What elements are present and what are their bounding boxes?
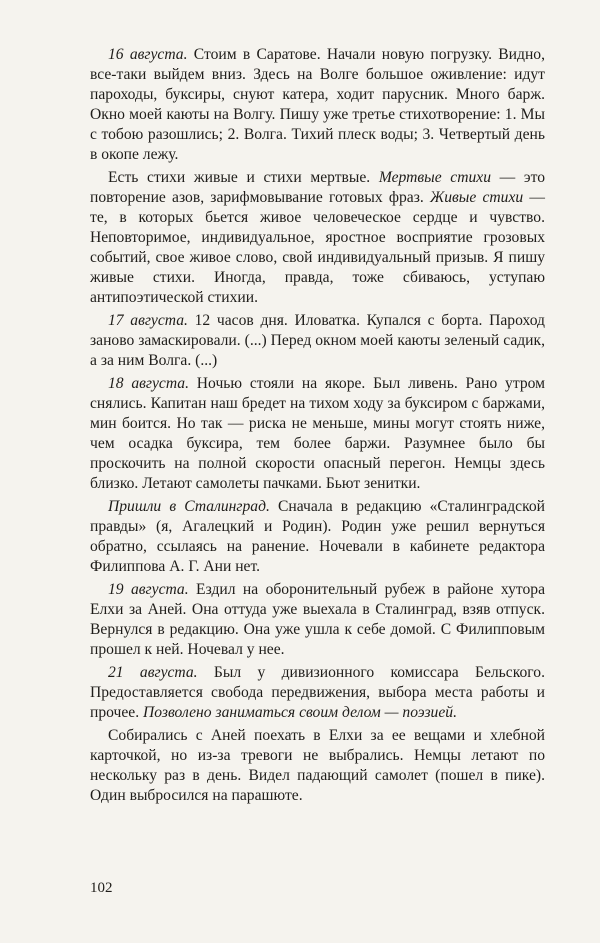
paragraph-living-verses	[90, 168, 545, 308]
entry-date: 17 августа.	[108, 312, 188, 329]
entry-aug-18	[90, 374, 545, 494]
paragraph-text: Собирались с Аней поехать в Елхи за ее вещами и хлебной карточкой, но из-за тревоги не выбрались. Немцы летают по нескольку раз в день. Видел падающий самолет (пошел в пике). Один выбросился на парашюте.	[90, 727, 545, 804]
entry-text: 12 часов дня. Иловатка. Купался с борта. Пароход заново замаскировали. (...) Перед окном моей каюты зеленый садик, а за ним Волга. (...)	[90, 312, 545, 369]
entry-text: Был у дивизионного комиссара Бельского. Предоставляется свобода передвижения, выбора места работы и прочее.	[90, 664, 545, 721]
entry-aug-21	[90, 663, 545, 723]
entry-text: Сначала в редакцию «Сталинградской правды» (я, Агалецкий и Родин). Родин уже решил вернуться обратно, ссылаясь на ранение. Ночевали в кабинете редактора Филиппова А. Г. Ани нет.	[90, 498, 545, 575]
entry-date: 21 августа.	[108, 664, 198, 681]
paragraph-text: Есть стихи живые и стихи мертвые.	[108, 169, 379, 186]
entry-date: 16 августа.	[108, 46, 188, 63]
paragraph-elkhi-trip	[90, 726, 545, 806]
entry-text: Ночью стояли на якоре. Был ливень. Рано утром снялись. Капитан наш бредет на тихом ходу за буксиром с баржами, мин боится. Но так — риска не меньше, мины могут стоять ниже, чем осадка буксира, тем более баржи. Разумнее было бы проскочить на полной скорости опасный перегон. Немцы здесь близко. Летают самолеты пачками. Бьют зенитки.	[90, 375, 545, 492]
entry-date: 19 августа.	[108, 581, 189, 598]
entry-aug-16	[90, 45, 545, 165]
paragraph-text: — те, в которых бьется живое человеческое сердце и чувство. Неповторимое, индивидуальное, яростное восприятие грозовых событий, свое живое слово, свой индивидуальный призыв. Я пишу живые стихи. Иногда, правда, тоже сбиваюсь, уступаю антипоэтической стихии.	[90, 189, 545, 306]
paragraph-text: — это повторение азов, зарифмовывание готовых фраз.	[90, 169, 546, 206]
page-number: 102	[90, 880, 113, 896]
emphasis-living-verses: Живые стихи	[429, 189, 524, 206]
entry-aug-17	[90, 311, 545, 371]
entry-lead: Пришли в Сталинград.	[108, 498, 270, 515]
entry-date: 18 августа.	[108, 375, 190, 392]
entry-text: Ездил на оборонительный рубеж в районе хутора Елхи за Аней. Она оттуда уже выехала в Сталинград, взяв отпуск. Вернулся в редакцию. Она уже ушла к себе домой. С Филипповым прошел к ней. Ночевал у нее.	[90, 581, 545, 658]
entry-aug-19	[90, 580, 545, 660]
diary-text	[90, 45, 545, 809]
entry-text: Стоим в Саратове. Начали новую погрузку. Видно, все-таки выйдем вниз. Здесь на Волге большое оживление: идут пароходы, буксиры, снуют катера, ходит парусник. Много барж. Окно моей каюты на Волгу. Пишу уже третье стихотворение: 1. Мы с тобою разошлись; 2. Волга. Тихий плеск воды; 3. Четвертый день в окопе лежу.	[90, 46, 545, 163]
entry-emphasis: Позволено заниматься своим делом — поэзией.	[143, 704, 457, 721]
entry-stalingrad	[90, 497, 545, 577]
emphasis-dead-verses: Мертвые стихи	[378, 169, 491, 186]
